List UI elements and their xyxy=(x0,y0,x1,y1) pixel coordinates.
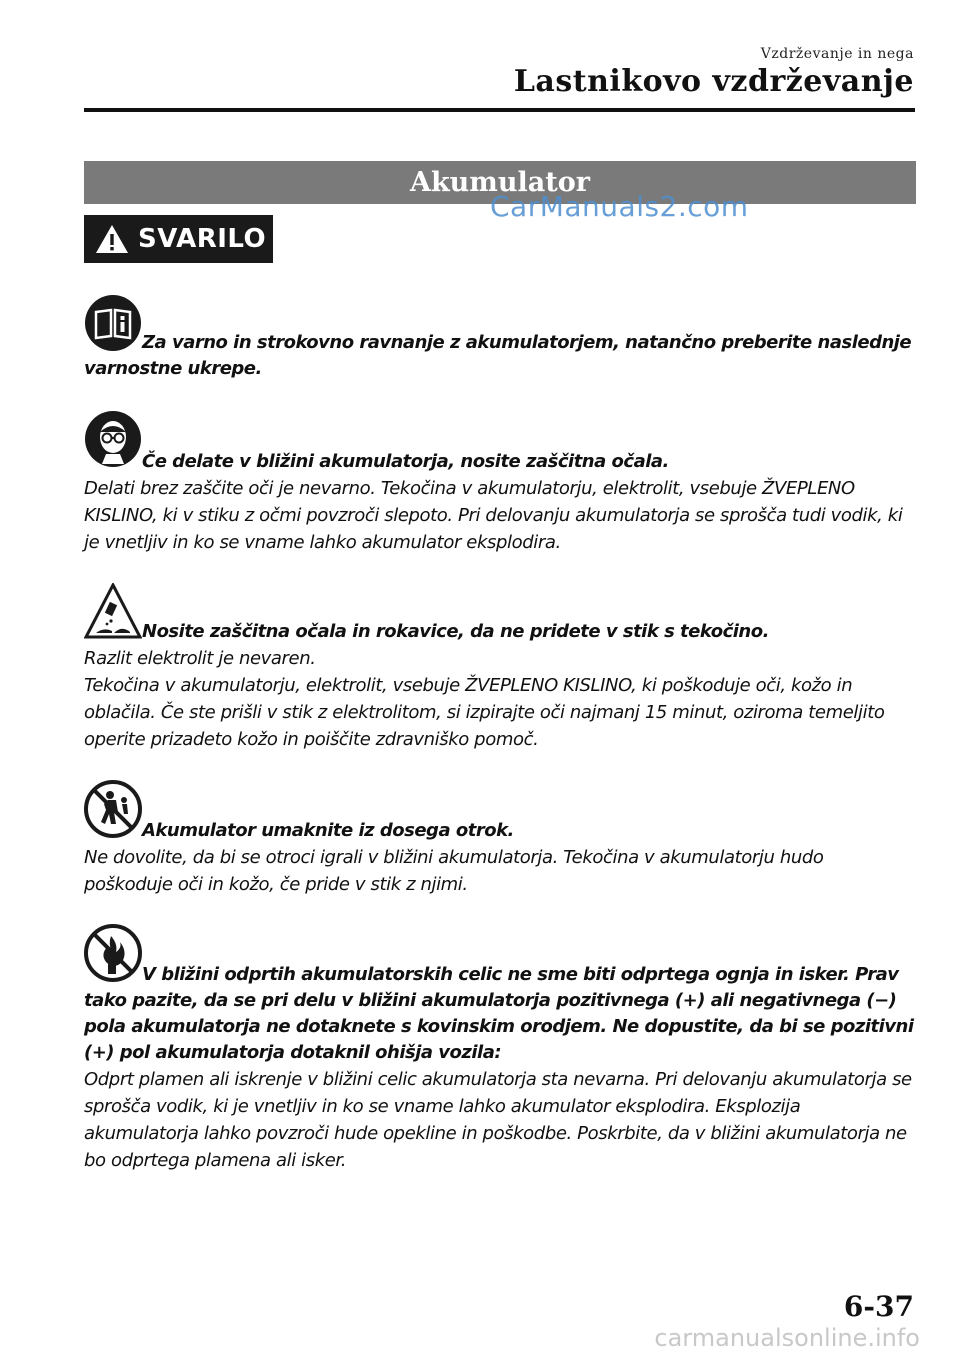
section-header-title: Lastnikovo vzdrževanje xyxy=(513,64,914,99)
section-banner: Akumulator xyxy=(84,161,916,204)
warning-badge xyxy=(84,215,273,263)
warning-label: SVARILO xyxy=(138,224,267,254)
header-rule xyxy=(84,108,915,112)
warning-item-goggles xyxy=(84,410,914,556)
warning-body: Razlit elektrolit je nevaren. xyxy=(84,648,316,669)
warning-triangle-icon xyxy=(94,223,130,255)
page-number: 6-37 xyxy=(843,1290,914,1323)
no-open-flame-icon xyxy=(84,924,142,982)
section-header-subtitle: Vzdrževanje in nega xyxy=(760,46,914,62)
warning-lead: Nosite zaščitna očala in rokavice, da ne pridete v stik s tekočino. xyxy=(142,621,769,642)
watermark: CarManuals2.com xyxy=(490,190,749,223)
corrosive-acid-icon xyxy=(84,583,142,641)
warning-item-flame xyxy=(84,924,914,1174)
footer-url: carmanualsonline.info xyxy=(654,1324,920,1352)
warning-lead: Če delate v bližini akumulatorja, nosite zaščitna očala. xyxy=(142,451,669,472)
warning-item-read-manual xyxy=(84,294,914,382)
warning-item-acid xyxy=(84,583,914,753)
warning-lead: V bližini odprtih akumulatorskih celic ne sme biti odprtega ognja in isker. Prav tako pazite, da se pri delu v bližini akumulatorja pozitivnega (+) ali negativnega (−) pola akumulatorja ne dotaknete s kovinskim orodjem. Ne dopustite, da bi se pozitivni (+) pol akumulatorja dotaknil ohišja vozila: xyxy=(84,964,914,1063)
warning-body: Delati brez zaščite oči je nevarno. Tekočina v akumulatorju, elektrolit, vsebuje ŽVEPLENO KISLINO, ki v stiku z očmi povzroči slepoto. Pri delovanju akumulatorja se sprošča tudi vodik, ki je vnetljiv in ko se vname lahko akumulator eksplodira. xyxy=(84,478,903,553)
warning-lead: Akumulator umaknite iz dosega otrok. xyxy=(142,820,514,841)
warning-lead: Za varno in strokovno ravnanje z akumulatorjem, natančno preberite naslednje varnostne ukrepe. xyxy=(84,332,912,379)
warning-body: Tekočina v akumulatorju, elektrolit, vsebuje ŽVEPLENO KISLINO, ki poškoduje oči, kožo in oblačila. Če ste prišli v stik z elektrolitom, si izpirajte oči najmanj 15 minut, oziroma temeljito operite prizadeto kožo in poiščite zdravniško pomoč. xyxy=(84,675,885,750)
warning-item-children xyxy=(84,780,914,898)
safety-goggles-icon xyxy=(84,410,142,468)
manual-book-icon xyxy=(84,294,142,352)
warning-body: Odprt plamen ali iskrenje v bližini celic akumulatorja sta nevarna. Pri delovanju akumulatorja se sprošča vodik, ki je vnetljiv in ko se vname lahko akumulator eksplodira. Eksplozija akumulatorja lahko povzroči hude opekline in poškodbe. Poskrbite, da v bližini akumulatorja ne bo odprtega plamena ali isker. xyxy=(84,1069,912,1171)
warning-body: Ne dovolite, da bi se otroci igrali v bližini akumulatorja. Tekočina v akumulatorju hudo poškoduje oči in kožo, če pride v stik z njimi. xyxy=(84,847,824,895)
no-children-icon xyxy=(84,780,142,838)
